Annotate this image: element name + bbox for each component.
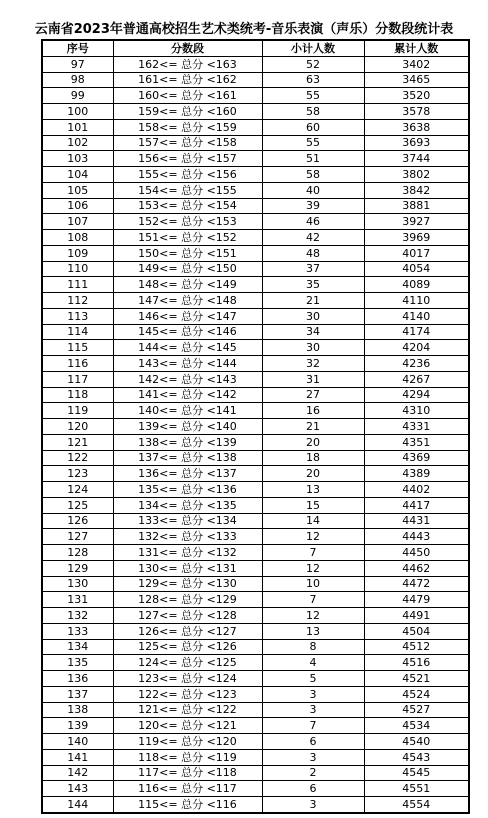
table-row	[42, 497, 469, 513]
cell-subtotal: 39	[262, 198, 364, 214]
column-header-subtotal: 小计人数	[262, 40, 364, 56]
cell-score-range: 141<= 总分 <142	[113, 387, 262, 403]
cell-index: 136	[42, 671, 113, 687]
cell-score-range: 150<= 总分 <151	[113, 245, 262, 261]
table-row	[42, 450, 469, 466]
cell-subtotal: 20	[262, 434, 364, 450]
cell-index: 117	[42, 371, 113, 387]
cell-subtotal: 3	[262, 797, 364, 813]
cell-score-range: 138<= 总分 <139	[113, 434, 262, 450]
table-row	[42, 576, 469, 592]
cell-score-range: 161<= 总分 <162	[113, 72, 262, 88]
cell-score-range: 154<= 总分 <155	[113, 182, 262, 198]
table-row	[42, 718, 469, 734]
table-row	[42, 182, 469, 198]
cell-cumulative: 3927	[364, 214, 469, 230]
cell-score-range: 147<= 总分 <148	[113, 293, 262, 309]
table-row	[42, 734, 469, 750]
cell-subtotal: 5	[262, 671, 364, 687]
table-row	[42, 403, 469, 419]
cell-subtotal: 58	[262, 104, 364, 120]
cell-subtotal: 60	[262, 119, 364, 135]
cell-index: 126	[42, 513, 113, 529]
cell-score-range: 124<= 总分 <125	[113, 655, 262, 671]
cell-index: 113	[42, 308, 113, 324]
cell-cumulative: 3744	[364, 151, 469, 167]
cell-index: 144	[42, 797, 113, 813]
cell-subtotal: 12	[262, 529, 364, 545]
cell-cumulative: 4236	[364, 356, 469, 372]
table-row	[42, 230, 469, 246]
cell-cumulative: 4174	[364, 324, 469, 340]
cell-score-range: 129<= 总分 <130	[113, 576, 262, 592]
cell-index: 129	[42, 560, 113, 576]
table-row	[42, 419, 469, 435]
table-row	[42, 340, 469, 356]
cell-subtotal: 55	[262, 88, 364, 104]
cell-subtotal: 8	[262, 639, 364, 655]
cell-cumulative: 4294	[364, 387, 469, 403]
cell-score-range: 146<= 总分 <147	[113, 308, 262, 324]
cell-index: 109	[42, 245, 113, 261]
cell-cumulative: 4204	[364, 340, 469, 356]
cell-cumulative: 4551	[364, 781, 469, 797]
column-header-score-range: 分数段	[113, 40, 262, 56]
table-row	[42, 639, 469, 655]
cell-subtotal: 16	[262, 403, 364, 419]
cell-index: 140	[42, 734, 113, 750]
cell-index: 98	[42, 72, 113, 88]
table-row	[42, 608, 469, 624]
cell-score-range: 119<= 总分 <120	[113, 734, 262, 750]
cell-cumulative: 4543	[364, 749, 469, 765]
cell-cumulative: 4462	[364, 560, 469, 576]
cell-cumulative: 4554	[364, 797, 469, 813]
cell-cumulative: 3881	[364, 198, 469, 214]
cell-score-range: 134<= 总分 <135	[113, 497, 262, 513]
cell-subtotal: 40	[262, 182, 364, 198]
table-row	[42, 135, 469, 151]
table-row	[42, 545, 469, 561]
cell-index: 137	[42, 686, 113, 702]
cell-subtotal: 12	[262, 560, 364, 576]
cell-score-range: 132<= 总分 <133	[113, 529, 262, 545]
cell-subtotal: 6	[262, 734, 364, 750]
table-row	[42, 655, 469, 671]
cell-cumulative: 4389	[364, 466, 469, 482]
cell-cumulative: 4516	[364, 655, 469, 671]
cell-subtotal: 14	[262, 513, 364, 529]
cell-index: 131	[42, 592, 113, 608]
cell-score-range: 125<= 总分 <126	[113, 639, 262, 655]
table-row	[42, 686, 469, 702]
cell-index: 105	[42, 182, 113, 198]
table-row	[42, 781, 469, 797]
cell-subtotal: 51	[262, 151, 364, 167]
cell-index: 108	[42, 230, 113, 246]
cell-index: 97	[42, 56, 113, 72]
table-row	[42, 56, 469, 72]
table-row	[42, 356, 469, 372]
cell-cumulative: 3578	[364, 104, 469, 120]
cell-cumulative: 4472	[364, 576, 469, 592]
cell-subtotal: 21	[262, 419, 364, 435]
cell-index: 123	[42, 466, 113, 482]
table-row	[42, 592, 469, 608]
cell-index: 112	[42, 293, 113, 309]
cell-score-range: 130<= 总分 <131	[113, 560, 262, 576]
cell-cumulative: 3402	[364, 56, 469, 72]
table-row	[42, 702, 469, 718]
table-row	[42, 371, 469, 387]
table-header	[42, 40, 469, 56]
cell-subtotal: 10	[262, 576, 364, 592]
cell-subtotal: 27	[262, 387, 364, 403]
cell-cumulative: 4267	[364, 371, 469, 387]
cell-index: 118	[42, 387, 113, 403]
cell-score-range: 152<= 总分 <153	[113, 214, 262, 230]
cell-cumulative: 4140	[364, 308, 469, 324]
cell-index: 106	[42, 198, 113, 214]
cell-subtotal: 7	[262, 592, 364, 608]
table-row	[42, 765, 469, 781]
cell-score-range: 136<= 总分 <137	[113, 466, 262, 482]
cell-subtotal: 35	[262, 277, 364, 293]
cell-index: 141	[42, 749, 113, 765]
table-row	[42, 466, 469, 482]
cell-cumulative: 4524	[364, 686, 469, 702]
table-row	[42, 151, 469, 167]
table-row	[42, 387, 469, 403]
cell-score-range: 149<= 总分 <150	[113, 261, 262, 277]
cell-cumulative: 4331	[364, 419, 469, 435]
score-distribution-table	[41, 39, 470, 814]
cell-cumulative: 3842	[364, 182, 469, 198]
cell-subtotal: 13	[262, 623, 364, 639]
table-row	[42, 72, 469, 88]
cell-index: 102	[42, 135, 113, 151]
cell-index: 127	[42, 529, 113, 545]
cell-index: 101	[42, 119, 113, 135]
table-row	[42, 560, 469, 576]
cell-score-range: 143<= 总分 <144	[113, 356, 262, 372]
table-row	[42, 482, 469, 498]
cell-index: 121	[42, 434, 113, 450]
cell-index: 139	[42, 718, 113, 734]
cell-score-range: 159<= 总分 <160	[113, 104, 262, 120]
cell-index: 138	[42, 702, 113, 718]
cell-score-range: 127<= 总分 <128	[113, 608, 262, 624]
cell-subtotal: 48	[262, 245, 364, 261]
cell-cumulative: 4512	[364, 639, 469, 655]
cell-subtotal: 34	[262, 324, 364, 340]
cell-index: 110	[42, 261, 113, 277]
cell-subtotal: 3	[262, 702, 364, 718]
cell-score-range: 137<= 总分 <138	[113, 450, 262, 466]
column-header-index: 序号	[42, 40, 113, 56]
cell-score-range: 144<= 总分 <145	[113, 340, 262, 356]
cell-subtotal: 46	[262, 214, 364, 230]
cell-subtotal: 6	[262, 781, 364, 797]
table-row	[42, 119, 469, 135]
cell-score-range: 158<= 总分 <159	[113, 119, 262, 135]
cell-cumulative: 3638	[364, 119, 469, 135]
table-row	[42, 434, 469, 450]
cell-cumulative: 4527	[364, 702, 469, 718]
cell-score-range: 122<= 总分 <123	[113, 686, 262, 702]
cell-score-range: 120<= 总分 <121	[113, 718, 262, 734]
cell-subtotal: 63	[262, 72, 364, 88]
cell-index: 130	[42, 576, 113, 592]
table-row	[42, 277, 469, 293]
cell-subtotal: 21	[262, 293, 364, 309]
cell-score-range: 139<= 总分 <140	[113, 419, 262, 435]
cell-index: 115	[42, 340, 113, 356]
cell-index: 142	[42, 765, 113, 781]
cell-subtotal: 37	[262, 261, 364, 277]
cell-cumulative: 4089	[364, 277, 469, 293]
cell-index: 132	[42, 608, 113, 624]
cell-cumulative: 4443	[364, 529, 469, 545]
cell-index: 119	[42, 403, 113, 419]
cell-score-range: 135<= 总分 <136	[113, 482, 262, 498]
header-row	[42, 40, 469, 56]
cell-index: 107	[42, 214, 113, 230]
cell-subtotal: 42	[262, 230, 364, 246]
cell-cumulative: 4369	[364, 450, 469, 466]
table-row	[42, 623, 469, 639]
cell-cumulative: 4479	[364, 592, 469, 608]
cell-score-range: 162<= 总分 <163	[113, 56, 262, 72]
cell-index: 111	[42, 277, 113, 293]
cell-subtotal: 3	[262, 686, 364, 702]
table-body	[42, 56, 469, 813]
cell-score-range: 116<= 总分 <117	[113, 781, 262, 797]
cell-cumulative: 4540	[364, 734, 469, 750]
cell-cumulative: 4534	[364, 718, 469, 734]
cell-index: 114	[42, 324, 113, 340]
table-row	[42, 214, 469, 230]
cell-score-range: 142<= 总分 <143	[113, 371, 262, 387]
cell-subtotal: 55	[262, 135, 364, 151]
table-row	[42, 308, 469, 324]
cell-cumulative: 4110	[364, 293, 469, 309]
cell-subtotal: 58	[262, 167, 364, 183]
cell-cumulative: 4402	[364, 482, 469, 498]
table-row	[42, 198, 469, 214]
cell-cumulative: 4351	[364, 434, 469, 450]
cell-subtotal: 20	[262, 466, 364, 482]
cell-index: 116	[42, 356, 113, 372]
cell-subtotal: 52	[262, 56, 364, 72]
cell-cumulative: 4491	[364, 608, 469, 624]
cell-subtotal: 32	[262, 356, 364, 372]
cell-score-range: 156<= 总分 <157	[113, 151, 262, 167]
cell-cumulative: 3693	[364, 135, 469, 151]
cell-subtotal: 12	[262, 608, 364, 624]
table-row	[42, 324, 469, 340]
table-row	[42, 513, 469, 529]
cell-cumulative: 4450	[364, 545, 469, 561]
cell-cumulative: 4504	[364, 623, 469, 639]
cell-subtotal: 13	[262, 482, 364, 498]
table-row	[42, 529, 469, 545]
column-header-cumulative: 累计人数	[364, 40, 469, 56]
cell-subtotal: 3	[262, 749, 364, 765]
cell-index: 128	[42, 545, 113, 561]
cell-index: 124	[42, 482, 113, 498]
cell-cumulative: 4417	[364, 497, 469, 513]
cell-score-range: 153<= 总分 <154	[113, 198, 262, 214]
cell-cumulative: 3465	[364, 72, 469, 88]
cell-index: 103	[42, 151, 113, 167]
cell-cumulative: 4017	[364, 245, 469, 261]
cell-cumulative: 3969	[364, 230, 469, 246]
cell-score-range: 160<= 总分 <161	[113, 88, 262, 104]
table-row	[42, 104, 469, 120]
cell-score-range: 157<= 总分 <158	[113, 135, 262, 151]
cell-score-range: 126<= 总分 <127	[113, 623, 262, 639]
cell-cumulative: 3802	[364, 167, 469, 183]
cell-score-range: 118<= 总分 <119	[113, 749, 262, 765]
cell-score-range: 145<= 总分 <146	[113, 324, 262, 340]
cell-subtotal: 7	[262, 545, 364, 561]
cell-subtotal: 4	[262, 655, 364, 671]
cell-cumulative: 4054	[364, 261, 469, 277]
cell-index: 104	[42, 167, 113, 183]
cell-score-range: 148<= 总分 <149	[113, 277, 262, 293]
table-row	[42, 88, 469, 104]
cell-index: 143	[42, 781, 113, 797]
cell-subtotal: 7	[262, 718, 364, 734]
cell-index: 122	[42, 450, 113, 466]
cell-cumulative: 4310	[364, 403, 469, 419]
cell-score-range: 121<= 总分 <122	[113, 702, 262, 718]
cell-cumulative: 4521	[364, 671, 469, 687]
table-row	[42, 797, 469, 813]
table-row	[42, 749, 469, 765]
table-row	[42, 245, 469, 261]
cell-cumulative: 3520	[364, 88, 469, 104]
cell-index: 125	[42, 497, 113, 513]
cell-index: 133	[42, 623, 113, 639]
cell-subtotal: 2	[262, 765, 364, 781]
cell-subtotal: 15	[262, 497, 364, 513]
cell-score-range: 128<= 总分 <129	[113, 592, 262, 608]
cell-index: 135	[42, 655, 113, 671]
cell-index: 134	[42, 639, 113, 655]
cell-index: 100	[42, 104, 113, 120]
cell-index: 120	[42, 419, 113, 435]
cell-cumulative: 4431	[364, 513, 469, 529]
table-row	[42, 671, 469, 687]
cell-score-range: 151<= 总分 <152	[113, 230, 262, 246]
table-row	[42, 293, 469, 309]
document-title: 云南省2023年普通高校招生艺术类统考-音乐表演（声乐）分数段统计表	[34, 22, 454, 37]
cell-subtotal: 30	[262, 308, 364, 324]
cell-score-range: 131<= 总分 <132	[113, 545, 262, 561]
table-row	[42, 261, 469, 277]
cell-subtotal: 18	[262, 450, 364, 466]
cell-score-range: 123<= 总分 <124	[113, 671, 262, 687]
cell-score-range: 133<= 总分 <134	[113, 513, 262, 529]
cell-score-range: 115<= 总分 <116	[113, 797, 262, 813]
table-row	[42, 167, 469, 183]
cell-subtotal: 31	[262, 371, 364, 387]
cell-score-range: 117<= 总分 <118	[113, 765, 262, 781]
cell-score-range: 140<= 总分 <141	[113, 403, 262, 419]
cell-score-range: 155<= 总分 <156	[113, 167, 262, 183]
cell-subtotal: 30	[262, 340, 364, 356]
cell-index: 99	[42, 88, 113, 104]
cell-cumulative: 4545	[364, 765, 469, 781]
